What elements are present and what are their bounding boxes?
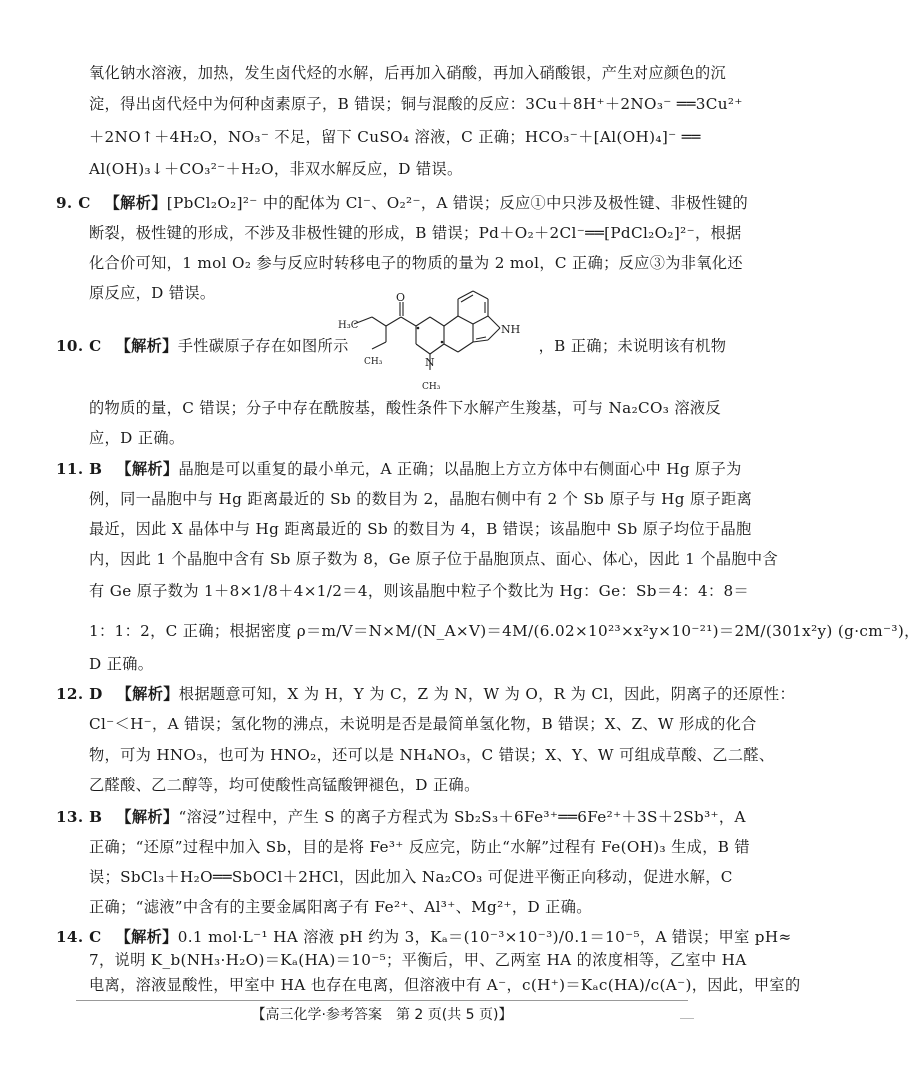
text-line: 7，说明 K_b(NH₃·H₂O)＝Kₐ(HA)＝10⁻⁵；平衡后，甲、乙两室 HA 的浓度相等，乙室中 HA — [89, 951, 747, 969]
bond — [444, 344, 458, 352]
text-line: D 正确。 — [89, 655, 154, 673]
answer-number: 11. B — [56, 460, 103, 478]
text-line: 电离，溶液显酸性，甲室中 HA 也存在电离，但溶液中有 A⁻，c(H⁺)＝Kₐc(HA)/c(A⁻)，因此，甲室的 — [89, 976, 801, 994]
aromatic-bond — [476, 337, 486, 339]
text-line: 有 Ge 原子数为 1＋8×1/8＋4×1/2＝4，则该晶胞中粒子个数比为 Hg：Ge：Sb＝4：4：8＝ — [89, 582, 750, 600]
text-line: 断裂，极性键的形成，不涉及非极性键的形成，B 错误；Pd＋O₂＋2Cl⁻══[PdCl₂O₂]²⁻，根据 — [89, 224, 742, 242]
text-line: ＋2NO↑＋4H₂O，NO₃⁻ 不足，留下 CuSO₄ 溶液，C 正确；HCO₃⁻＋[Al(OH)₄]⁻ ══ — [89, 128, 701, 146]
text-line: 物，可为 HNO₃，也可为 HNO₂，还可以是 NH₄NO₃，C 错误；X、Y、W 可组成草酸、乙二醛、 — [89, 746, 775, 764]
analysis-tag: 【解析】 — [116, 460, 179, 478]
bond — [372, 317, 386, 326]
bond — [444, 316, 458, 326]
bond — [430, 317, 444, 326]
text-line: 正确；“滤液”中含有的主要金属阳离子有 Fe²⁺、Al³⁺、Mg²⁺，D 正确。 — [89, 898, 592, 916]
text-line: [PbCl₂O₂]²⁻ 中的配体为 Cl⁻、O₂²⁻，A 错误；反应①中只涉及极性键、非极性键的 — [166, 194, 749, 212]
answer-14 — [56, 927, 792, 947]
text-line: 手性碳原子存在如图所示 — [177, 337, 349, 355]
bond — [458, 342, 473, 352]
bond — [416, 317, 430, 326]
text-line: 化合价可知，1 mol O₂ 参与反应时转移电子的物质的量为 2 mol，C 正确；反应③为非氧化还 — [89, 254, 743, 272]
text-line: Cl⁻＜H⁻，A 错误；氢化物的沸点，未说明是否是最简单氢化物，B 错误；X、Z、W 形成的化合 — [89, 715, 757, 733]
bond — [473, 340, 488, 342]
chiral-mark — [417, 327, 420, 330]
bond — [416, 344, 430, 354]
text-line: ，B 正确；未说明该有机物 — [538, 337, 727, 355]
text-line: Al(OH)₃↓＋CO₃²⁻＋H₂O，非双水解反应，D 错误。 — [89, 160, 463, 178]
answer-11 — [56, 459, 742, 479]
page-footer: 【高三化学·参考答案 第 2 页(共 5 页)】 — [251, 1007, 513, 1023]
answer-12 — [56, 684, 795, 704]
answer-number: 14. C — [56, 928, 102, 946]
text-line: 误；SbCl₃＋H₂O══SbOCl＋2HCl，因此加入 Na₂CO₃ 可促进平衡正向移动，促进水解，C — [89, 868, 733, 886]
bond — [488, 316, 500, 328]
atom-label-n: N — [425, 356, 435, 369]
analysis-tag: 【解析】 — [115, 337, 178, 355]
text-line: 内，因此 1 个晶胞中含有 Sb 原子数为 8，Ge 原子位于晶胞顶点、面心、体心，因此 1 个晶胞中含 — [89, 550, 778, 568]
atom-label-ch3: CH₃ — [422, 382, 441, 392]
analysis-tag: 【解析】 — [116, 808, 179, 826]
bond — [473, 316, 488, 324]
bond — [458, 291, 473, 299]
text-line: 氧化钠水溶液，加热，发生卤代烃的水解，后再加入硝酸，再加入硝酸银，产生对应颜色的沉 — [89, 64, 727, 82]
corner-mark — [680, 1018, 694, 1019]
text-line: 淀，得出卤代烃中为何种卤素原子，B 错误；铜与混酸的反应：3Cu＋8H⁺＋2NO₃⁻ ══3Cu²⁺ — [89, 95, 743, 113]
atom-label-nh: NH — [501, 323, 521, 336]
text-line: 根据题意可知，X 为 H，Y 为 C，Z 为 N，W 为 O，R 为 Cl，因此，阴离子的还原性： — [178, 685, 795, 703]
text-line: 应，D 正确。 — [89, 429, 185, 447]
atom-label-o: O — [396, 291, 406, 304]
bond — [386, 317, 401, 326]
text-line: 正确；“还原”过程中加入 Sb，目的是将 Fe³⁺ 反应完，防止“水解”过程有 Fe(OH)₃ 生成，B 错 — [89, 838, 750, 856]
text-line: 晶胞是可以重复的最小单元，A 正确；以晶胞上方立方体中右侧面心中 Hg 原子为 — [178, 460, 742, 478]
answer-number: 9. C — [56, 194, 91, 212]
text-line: 0.1 mol·L⁻¹ HA 溶液 pH 约为 3，Kₐ＝(10⁻³×10⁻³)/0.1＝10⁻⁵，A 错误；甲室 pH≈ — [177, 928, 792, 946]
bond — [430, 344, 444, 354]
text-line: 例，同一晶胞中与 Hg 距离最近的 Sb 的数目为 2，晶胞右侧中有 2 个 Sb 原子与 Hg 原子距离 — [89, 490, 753, 508]
text-line: 乙醛酸、乙二醇等，均可使酸性高锰酸钾褪色，D 正确。 — [89, 776, 480, 794]
bond — [458, 316, 473, 324]
bond — [372, 342, 386, 349]
footer-divider — [76, 1000, 688, 1001]
answer-number: 13. B — [56, 808, 103, 826]
text-line: 原反应，D 错误。 — [89, 284, 216, 302]
answer-13 — [56, 807, 746, 827]
analysis-tag: 【解析】 — [104, 194, 167, 212]
text-line: 最近，因此 X 晶体中与 Hg 距离最近的 Sb 的数目为 4，B 错误；该晶胞中 Sb 原子均位于晶胞 — [89, 520, 752, 538]
bond — [473, 291, 488, 299]
text-line: 的物质的量，C 错误；分子中存在酰胺基，酸性条件下水解产生羧基，可与 Na₂CO₃ 溶液反 — [89, 399, 722, 417]
analysis-tag: 【解析】 — [116, 685, 179, 703]
answer-number: 10. C — [56, 337, 102, 355]
text-line: “溶浸”过程中，产生 S 的离子方程式为 Sb₂S₃＋6Fe³⁺══6Fe²⁺＋3S＋2Sb³⁺，A — [178, 808, 746, 826]
text-line: 1：1：2，C 正确；根据密度 ρ＝m/V＝N×M/(N_A×V)＝4M/(6.02×10²³×x²y×10⁻²¹)＝2M/(301x²y) (g·cm⁻³)， — [89, 622, 920, 640]
bond — [401, 317, 416, 326]
analysis-tag: 【解析】 — [115, 928, 178, 946]
atom-label-ch3: CH₃ — [364, 357, 383, 367]
answer-9 — [56, 193, 748, 213]
answer-number: 12. D — [56, 685, 103, 703]
chiral-mark — [441, 341, 444, 344]
atom-label-h3c: H₃C — [338, 320, 359, 331]
bond — [488, 328, 500, 340]
